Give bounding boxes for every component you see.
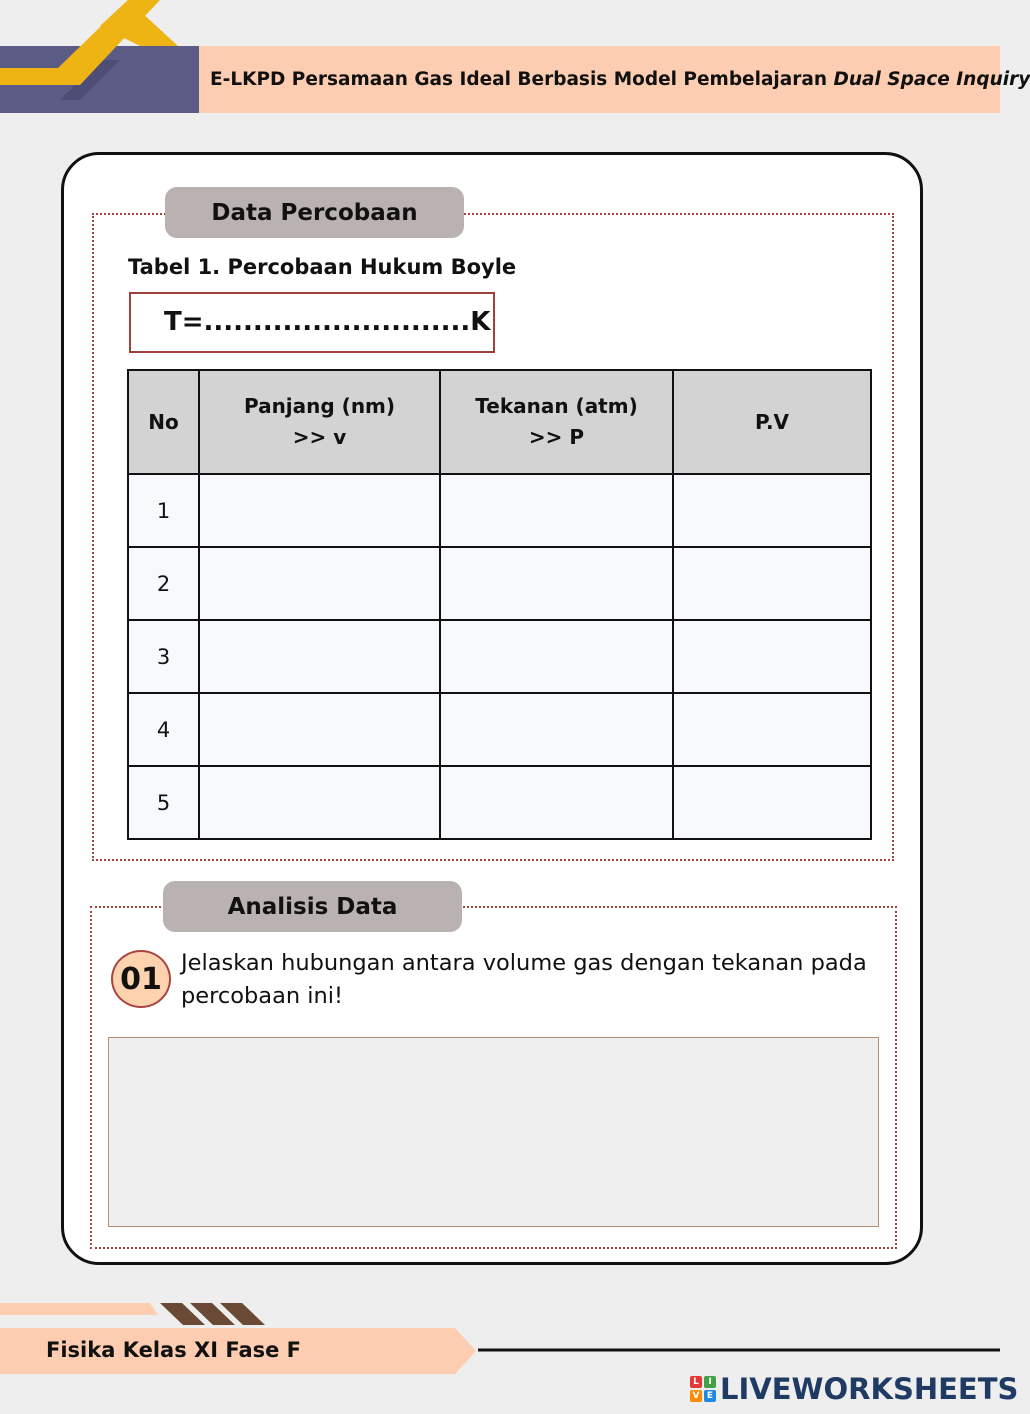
table-row bbox=[128, 474, 871, 547]
header-title: E-LKPD Persamaan Gas Ideal Berbasis Model Pembelajaran Dual Space Inquiry bbox=[210, 69, 1030, 90]
boyle-data-table bbox=[127, 369, 872, 840]
row-number: 2 bbox=[128, 547, 199, 620]
pv-input-cell[interactable] bbox=[673, 766, 871, 839]
temperature-field[interactable]: T=...........................K bbox=[129, 292, 495, 353]
table-row bbox=[128, 766, 871, 839]
row-number: 3 bbox=[128, 620, 199, 693]
liveworksheets-text: LIVEWORKSHEETS bbox=[720, 1372, 1019, 1406]
panjang-input-cell[interactable] bbox=[199, 766, 440, 839]
pv-input-cell[interactable] bbox=[673, 620, 871, 693]
row-number: 4 bbox=[128, 693, 199, 766]
answer-textarea[interactable] bbox=[108, 1037, 879, 1227]
row-number: 5 bbox=[128, 766, 199, 839]
table-header-row bbox=[128, 370, 871, 474]
table-row bbox=[128, 620, 871, 693]
data-section-tab: Data Percobaan bbox=[165, 187, 464, 238]
footer-title: Fisika Kelas XI Fase F bbox=[46, 1338, 302, 1362]
pv-input-cell[interactable] bbox=[673, 693, 871, 766]
header-no: No bbox=[128, 370, 199, 474]
table-caption: Tabel 1. Percobaan Hukum Boyle bbox=[128, 255, 517, 279]
tekanan-input-cell[interactable] bbox=[440, 693, 673, 766]
liveworksheets-icon: L I V E bbox=[690, 1376, 716, 1402]
pv-input-cell[interactable] bbox=[673, 547, 871, 620]
tekanan-input-cell[interactable] bbox=[440, 766, 673, 839]
question-text: Jelaskan hubungan antara volume gas dengan tekanan pada percobaan ini! bbox=[181, 950, 867, 1009]
panjang-input-cell[interactable] bbox=[199, 474, 440, 547]
table-row bbox=[128, 693, 871, 766]
panjang-input-cell[interactable] bbox=[199, 547, 440, 620]
header-tekanan: Tekanan (atm) >> P bbox=[440, 370, 673, 474]
tekanan-input-cell[interactable] bbox=[440, 620, 673, 693]
row-number: 1 bbox=[128, 474, 199, 547]
question-number-badge: 01 bbox=[111, 950, 171, 1008]
pv-input-cell[interactable] bbox=[673, 474, 871, 547]
tekanan-input-cell[interactable] bbox=[440, 474, 673, 547]
tekanan-input-cell[interactable] bbox=[440, 547, 673, 620]
panjang-input-cell[interactable] bbox=[199, 693, 440, 766]
analysis-section-tab: Analisis Data bbox=[163, 881, 462, 932]
header-pv: P.V bbox=[673, 370, 871, 474]
table-row bbox=[128, 547, 871, 620]
liveworksheets-logo bbox=[690, 1372, 1018, 1406]
header-panjang: Panjang (nm) >> v bbox=[199, 370, 440, 474]
panjang-input-cell[interactable] bbox=[199, 620, 440, 693]
header-decoration bbox=[0, 0, 200, 114]
